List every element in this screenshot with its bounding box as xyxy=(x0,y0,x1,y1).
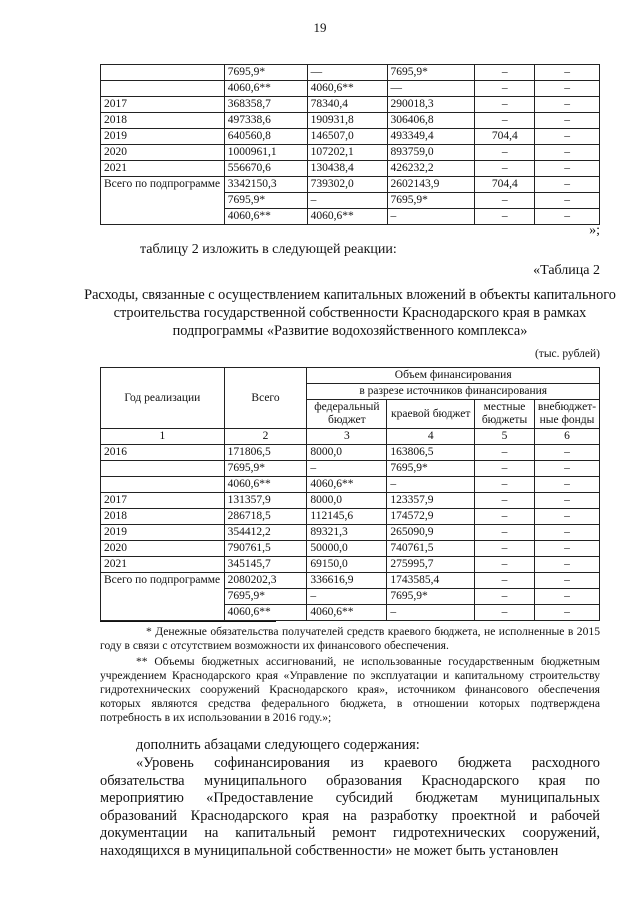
extrabudget-cell: – xyxy=(535,177,600,193)
total-cell: 4060,6** xyxy=(224,209,307,225)
local-cell: – xyxy=(475,605,535,621)
local-cell: – xyxy=(475,113,535,129)
total-cell: 286718,5 xyxy=(224,509,307,525)
federal-cell: 69150,0 xyxy=(307,557,387,573)
total-cell: 1000961,1 xyxy=(224,145,307,161)
paragraph-1: дополнить абзацами следующего содержания: xyxy=(136,737,420,753)
col-number: 4 xyxy=(387,429,475,445)
local-cell: 704,4 xyxy=(475,129,535,145)
regional-cell: 174572,9 xyxy=(387,509,475,525)
local-cell: – xyxy=(475,509,535,525)
local-cell: – xyxy=(475,81,535,97)
total-cell: 790761,5 xyxy=(224,541,307,557)
footnote-1: * Денежные обязательства получателей средств краевого бюджета, не исполненные в 2015 году в связи с отсутствием возможности их финансового обеспечения. xyxy=(100,625,600,652)
units-label: (тыс. рублей) xyxy=(534,348,600,360)
local-cell: – xyxy=(475,493,535,509)
extrabudget-cell: – xyxy=(535,97,600,113)
year-cell: 2021 xyxy=(101,557,225,573)
federal-cell: – xyxy=(307,461,387,477)
year-cell: 2018 xyxy=(101,113,225,129)
extrabudget-cell: – xyxy=(534,573,599,589)
total-cell: 368358,7 xyxy=(224,97,307,113)
local-cell: – xyxy=(475,65,535,81)
header-by-source: в разрезе источников финансирования xyxy=(307,384,600,400)
extrabudget-cell: – xyxy=(534,525,599,541)
total-cell: 497338,6 xyxy=(224,113,307,129)
federal-cell: – xyxy=(307,589,387,605)
table-heading: Расходы, связанные с осуществлением капитальных вложений в объекты капитального строительства государственной собственности Краснодарского края в рамках подпрограммы «Развитие водохозяйственного комплекса» xyxy=(84,287,616,339)
extrabudget-cell: – xyxy=(534,445,599,461)
header-volume: Объем финансирования xyxy=(307,368,600,384)
year-cell: 2021 xyxy=(101,161,225,177)
regional-cell: 1743585,4 xyxy=(387,573,475,589)
federal-cell: 4060,6** xyxy=(307,209,387,225)
extrabudget-cell: – xyxy=(534,589,599,605)
local-cell: – xyxy=(475,97,535,113)
year-cell xyxy=(101,65,225,81)
total-cell: 4060,6** xyxy=(224,477,307,493)
intro-text: таблицу 2 изложить в следующей реакции: xyxy=(140,242,397,257)
year-cell: 2019 xyxy=(101,129,225,145)
regional-cell: 2602143,9 xyxy=(387,177,475,193)
col-number: 5 xyxy=(475,429,535,445)
regional-cell: 740761,5 xyxy=(387,541,475,557)
table-row xyxy=(101,113,600,129)
federal-cell: 4060,6** xyxy=(307,477,387,493)
page-number: 19 xyxy=(313,20,327,35)
extrabudget-cell: – xyxy=(535,129,600,145)
extrabudget-cell: – xyxy=(534,557,599,573)
extrabudget-cell: – xyxy=(535,193,600,209)
extrabudget-cell: – xyxy=(534,493,599,509)
header-total: Всего xyxy=(224,368,307,429)
regional-cell: – xyxy=(387,605,475,621)
quote-end: »; xyxy=(589,223,600,238)
table-row xyxy=(101,129,600,145)
federal-cell: 336616,9 xyxy=(307,573,387,589)
federal-cell: 4060,6** xyxy=(307,605,387,621)
regional-cell: 7695,9* xyxy=(387,589,475,605)
footnote-divider xyxy=(100,621,276,622)
regional-cell: 275995,7 xyxy=(387,557,475,573)
regional-cell: 893759,0 xyxy=(387,145,475,161)
regional-cell: 493349,4 xyxy=(387,129,475,145)
table-row xyxy=(101,557,600,573)
extrabudget-cell: – xyxy=(535,113,600,129)
federal-cell: 8000,0 xyxy=(307,445,387,461)
federal-cell: — xyxy=(307,65,387,81)
extrabudget-cell: – xyxy=(534,509,599,525)
table-label: «Таблица 2 xyxy=(533,263,600,278)
extrabudget-cell: – xyxy=(534,541,599,557)
regional-cell: 306406,8 xyxy=(387,113,475,129)
extrabudget-cell: – xyxy=(535,161,600,177)
total-row xyxy=(101,573,600,589)
total-cell: 4060,6** xyxy=(224,605,307,621)
regional-cell: 7695,9* xyxy=(387,461,475,477)
total-cell: 345145,7 xyxy=(224,557,307,573)
regional-cell: 7695,9* xyxy=(387,193,475,209)
total-cell: 2080202,3 xyxy=(224,573,307,589)
regional-cell: 163806,5 xyxy=(387,445,475,461)
total-row xyxy=(101,177,600,193)
table-row xyxy=(101,161,600,177)
regional-cell: 265090,9 xyxy=(387,525,475,541)
regional-cell: 123357,9 xyxy=(387,493,475,509)
regional-cell: 426232,2 xyxy=(387,161,475,177)
extrabudget-cell: – xyxy=(535,65,600,81)
total-cell: 7695,9* xyxy=(224,589,307,605)
local-cell: – xyxy=(475,193,535,209)
continued-table xyxy=(100,64,600,225)
year-cell: 2018 xyxy=(101,509,225,525)
federal-cell: 50000,0 xyxy=(307,541,387,557)
year-cell: 2020 xyxy=(101,541,225,557)
year-cell: 2019 xyxy=(101,525,225,541)
local-cell: – xyxy=(475,589,535,605)
header-federal: федеральный бюджет xyxy=(307,400,387,429)
total-cell: 4060,6** xyxy=(224,81,307,97)
col-number: 3 xyxy=(307,429,387,445)
extrabudget-cell: – xyxy=(535,145,600,161)
local-cell: 704,4 xyxy=(475,177,535,193)
federal-cell: 190931,8 xyxy=(307,113,387,129)
total-cell: 7695,9* xyxy=(224,193,307,209)
year-cell: 2017 xyxy=(101,493,225,509)
local-cell: – xyxy=(475,445,535,461)
table-row xyxy=(101,493,600,509)
local-cell: – xyxy=(475,209,535,225)
header-extrabudget: внебюджет-ные фонды xyxy=(534,400,599,429)
federal-cell: 89321,3 xyxy=(307,525,387,541)
regional-cell: – xyxy=(387,477,475,493)
federal-cell: 78340,4 xyxy=(307,97,387,113)
extrabudget-cell: – xyxy=(535,209,600,225)
year-cell: 2016 xyxy=(101,445,225,461)
col-number: 6 xyxy=(534,429,599,445)
total-cell: 3342150,3 xyxy=(224,177,307,193)
federal-cell: 146507,0 xyxy=(307,129,387,145)
year-cell: 2020 xyxy=(101,145,225,161)
table-row xyxy=(101,97,600,113)
local-cell: – xyxy=(475,557,535,573)
table-row xyxy=(101,477,600,493)
table-row xyxy=(101,525,600,541)
total-cell: 7695,9* xyxy=(224,461,307,477)
total-label: Всего по подпрограмме xyxy=(101,177,225,225)
regional-cell: 290018,3 xyxy=(387,97,475,113)
total-cell: 640560,8 xyxy=(224,129,307,145)
federal-cell: 130438,4 xyxy=(307,161,387,177)
federal-cell: 112145,6 xyxy=(307,509,387,525)
table-row xyxy=(101,445,600,461)
year-cell xyxy=(101,81,225,97)
regional-cell: — xyxy=(387,81,475,97)
year-cell xyxy=(101,477,225,493)
extrabudget-cell: – xyxy=(534,477,599,493)
total-cell: 131357,9 xyxy=(224,493,307,509)
local-cell: – xyxy=(475,573,535,589)
federal-cell: 8000,0 xyxy=(307,493,387,509)
federal-cell: – xyxy=(307,193,387,209)
total-label: Всего по подпрограмме xyxy=(101,573,225,621)
table-row xyxy=(101,65,600,81)
federal-cell: 4060,6** xyxy=(307,81,387,97)
federal-cell: 739302,0 xyxy=(307,177,387,193)
header-regional: краевой бюджет xyxy=(387,400,475,429)
col-number: 2 xyxy=(224,429,307,445)
table-row xyxy=(101,145,600,161)
extrabudget-cell: – xyxy=(534,605,599,621)
local-cell: – xyxy=(475,161,535,177)
local-cell: – xyxy=(475,461,535,477)
federal-cell: 107202,1 xyxy=(307,145,387,161)
local-cell: – xyxy=(475,525,535,541)
year-cell xyxy=(101,461,225,477)
total-cell: 171806,5 xyxy=(224,445,307,461)
extrabudget-cell: – xyxy=(534,461,599,477)
header-year: Год реализации xyxy=(101,368,225,429)
table-row xyxy=(101,461,600,477)
header-local: местные бюджеты xyxy=(475,400,535,429)
table-row xyxy=(101,81,600,97)
total-cell: 556670,6 xyxy=(224,161,307,177)
regional-cell: 7695,9* xyxy=(387,65,475,81)
local-cell: – xyxy=(475,145,535,161)
extrabudget-cell: – xyxy=(535,81,600,97)
local-cell: – xyxy=(475,541,535,557)
footnote-2: ** Объемы бюджетных ассигнований, не использованные государственным бюджетным учреждением Краснодарского края «Управление по эксплуатации и капитальному строительству гидротехнических сооружений Краснодарского края», источником финансового обеспечения которых являются средства федерального бюджета, в отношении которых подтверждена потребность в их использовании в 2016 году.»; xyxy=(100,655,600,724)
table-row xyxy=(101,541,600,557)
table-2 xyxy=(100,367,600,621)
year-cell: 2017 xyxy=(101,97,225,113)
paragraph-2: «Уровень софинансирования из краевого бюджета расходного обязательства муниципального образования Краснодарского края по мероприятию «Предоставление субсидий бюджетам муниципальных образований Краснодарского края на разработку проектной и рабочей документации на капитальный ремонт гидротехнических сооружений, находящихся в муниципальной собственности» не может быть установлен xyxy=(100,755,600,859)
col-number: 1 xyxy=(101,429,225,445)
table-row xyxy=(101,509,600,525)
regional-cell: – xyxy=(387,209,475,225)
local-cell: – xyxy=(475,477,535,493)
total-cell: 354412,2 xyxy=(224,525,307,541)
total-cell: 7695,9* xyxy=(224,65,307,81)
